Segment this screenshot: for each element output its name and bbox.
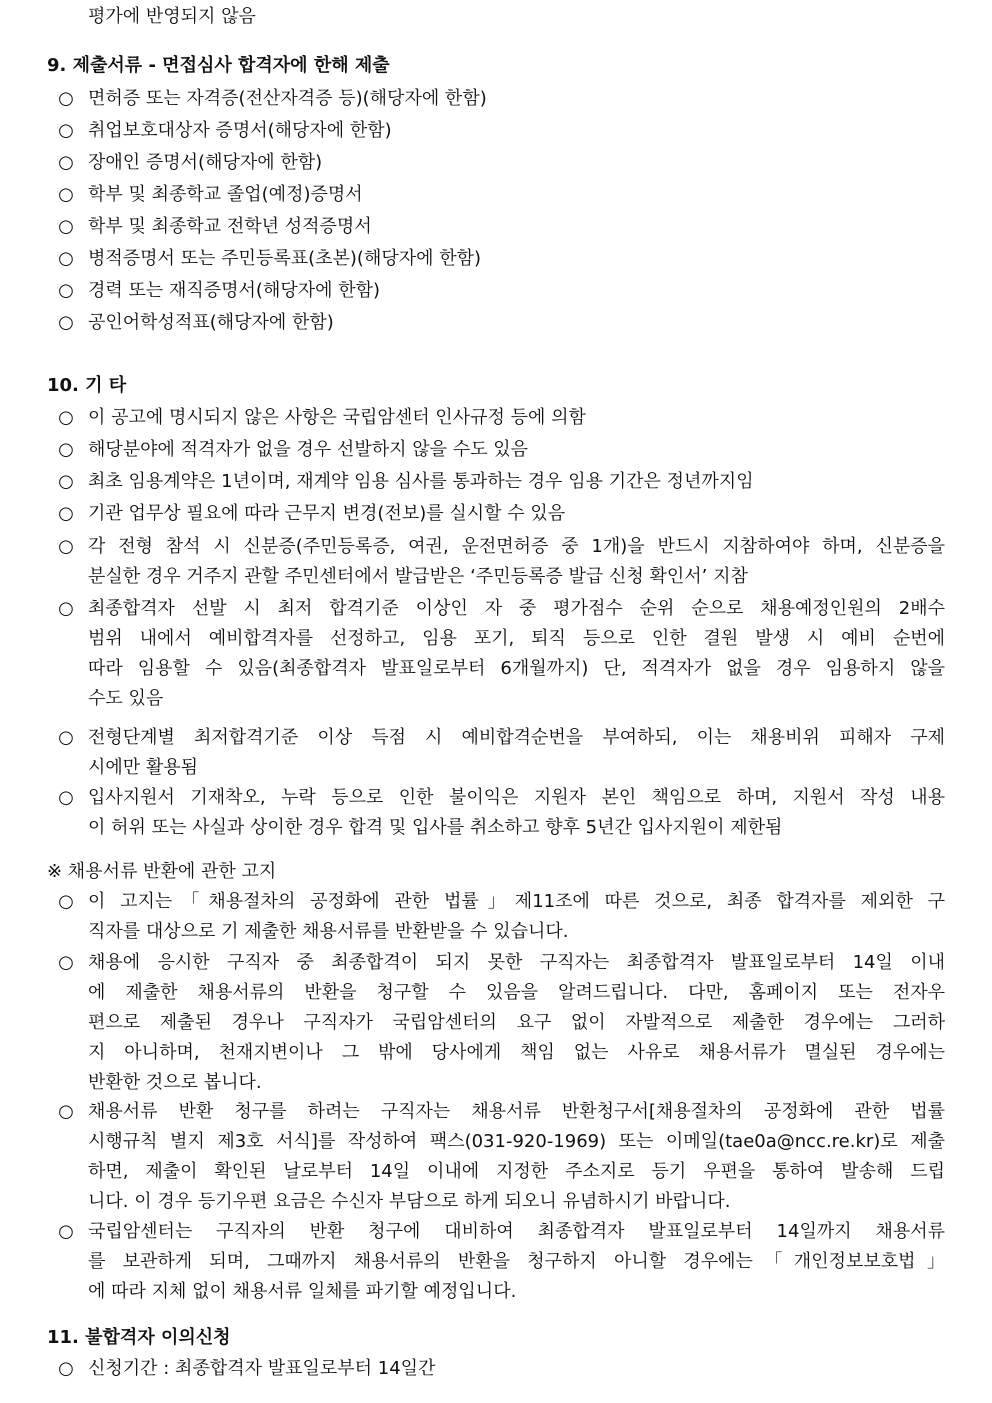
bullet-icon: ○	[58, 88, 74, 109]
list-item-text: 입사지원서 기재착오, 누락 등으로 인한 불이익은 지원자 본인 책임으로 하며, 지원서 작성 내용	[88, 787, 945, 808]
bullet-icon: ○	[58, 536, 74, 557]
list-item-text: 시행규칙 별지 제3호 서식]를 작성하여 팩스(031-920-1969) 또는 이메일(tae0a@ncc.re.kr)로 제출	[88, 1131, 945, 1152]
list-item-text: 각 전형 참석 시 신분증(주민등록증, 여권, 운전면허증 중 1개)을 반드시 지참하여야 하며, 신분증을	[88, 536, 945, 557]
list-item-text: 니다. 이 경우 등기우편 요금은 수신자 부담으로 하게 되오니 유념하시기 바랍니다.	[88, 1191, 731, 1212]
section-11-heading: 11. 불합격자 이의신청	[47, 1327, 231, 1348]
list-item-text: 채용서류 반환 청구를 하려는 구직자는 채용서류 반환청구서[채용절차의 공정화에 관한 법률	[88, 1101, 945, 1122]
list-item-text: 따라 임용할 수 있음(최종합격자 발표일로부터 6개월까지) 단, 적격자가 없을 경우 임용하지 않을	[88, 658, 945, 679]
list-item-text: 시에만 활용됨	[88, 757, 199, 778]
list-item-text: 직자를 대상으로 기 제출한 채용서류를 반환받을 수 있습니다.	[88, 921, 569, 942]
bullet-icon: ○	[58, 280, 74, 301]
list-item-text: 전형단계별 최저합격기준 이상 득점 시 예비합격순번을 부여하되, 이는 채용비위 피해자 구제	[88, 727, 945, 748]
bullet-icon: ○	[58, 787, 74, 808]
list-item-text: 병적증명서 또는 주민등록표(초본)(해당자에 한함)	[88, 248, 482, 269]
bullet-icon: ○	[58, 248, 74, 269]
bullet-icon: ○	[58, 598, 74, 619]
list-item-text: 분실한 경우 거주지 관할 주민센터에서 발급받은 ‘주민등록증 발급 신청 확인서’ 지참	[88, 566, 748, 587]
list-item-text: 학부 및 최종학교 졸업(예정)증명서	[88, 184, 363, 205]
bullet-icon: ○	[58, 216, 74, 237]
bullet-icon: ○	[58, 120, 74, 141]
list-item-text: 장애인 증명서(해당자에 한함)	[88, 152, 323, 173]
list-item-text: 해당분야에 적격자가 없을 경우 선발하지 않을 수도 있음	[88, 439, 528, 460]
bullet-icon: ○	[58, 891, 74, 912]
list-item-text: 에 제출한 채용서류의 반환을 청구할 수 있음을 알려드립니다. 다만, 홈페이지 또는 전자우	[88, 982, 945, 1003]
list-item-text: 하면, 제출이 확인된 날로부터 14일 이내에 지정한 주소지로 등기 우편을 통하여 발송해 드립	[88, 1161, 945, 1182]
list-item-text: 이 허위 또는 사실과 상이한 경우 합격 및 입사를 취소하고 향후 5년간 입사지원이 제한됨	[88, 817, 783, 838]
list-item-text: 에 따라 지체 없이 채용서류 일체를 파기할 예정입니다.	[88, 1281, 517, 1302]
bullet-icon: ○	[58, 1221, 74, 1242]
list-item-text: 편으로 제출된 경우나 구직자가 국립암센터의 요구 없이 자발적으로 제출한 경우에는 그러하	[88, 1012, 945, 1033]
list-item-text: 최초 임용계약은 1년이며, 재계약 임용 심사를 통과하는 경우 임용 기간은 정년까지임	[88, 471, 754, 492]
list-item-text: 를 보관하게 되며, 그때까지 채용서류의 반환을 청구하지 아니할 경우에는「개인정보보호법」	[88, 1251, 945, 1272]
section-9-heading: 9. 제출서류 - 면접심사 합격자에 한해 제출	[47, 55, 390, 76]
bullet-icon: ○	[58, 727, 74, 748]
list-item-text: 국립암센터는 구직자의 반환 청구에 대비하여 최종합격자 발표일로부터 14일까지 채용서류	[88, 1221, 945, 1242]
bullet-icon: ○	[58, 312, 74, 333]
list-item-text: 면허증 또는 자격증(전산자격증 등)(해당자에 한함)	[88, 88, 487, 109]
list-item-text: 수도 있음	[88, 688, 164, 709]
list-item-text: 기관 업무상 필요에 따라 근무지 변경(전보)를 실시할 수 있음	[88, 503, 566, 524]
list-item-text: 반환한 것으로 봅니다.	[88, 1072, 262, 1093]
list-item-text: 이 고지는「채용절차의 공정화에 관한 법률」제11조에 따른 것으로, 최종 합격자를 제외한 구	[88, 891, 945, 912]
bullet-icon: ○	[58, 152, 74, 173]
bullet-icon: ○	[58, 952, 74, 973]
bullet-icon: ○	[58, 1101, 74, 1122]
list-item-text: 학부 및 최종학교 전학년 성적증명서	[88, 216, 372, 237]
intro-line: 평가에 반영되지 않음	[88, 6, 256, 27]
notice-heading: ※ 채용서류 반환에 관한 고지	[47, 861, 277, 882]
bullet-icon: ○	[58, 1358, 74, 1379]
list-item-text: 신청기간 : 최종합격자 발표일로부터 14일간	[88, 1358, 436, 1379]
list-item-text: 이 공고에 명시되지 않은 사항은 국립암센터 인사규정 등에 의함	[88, 407, 586, 428]
list-item-text: 경력 또는 재직증명서(해당자에 한함)	[88, 280, 381, 301]
bullet-icon: ○	[58, 503, 74, 524]
list-item-text: 취업보호대상자 증명서(해당자에 한함)	[88, 120, 392, 141]
bullet-icon: ○	[58, 184, 74, 205]
bullet-icon: ○	[58, 407, 74, 428]
list-item-text: 공인어학성적표(해당자에 한함)	[88, 312, 334, 333]
list-item-text: 범위 내에서 예비합격자를 선정하고, 임용 포기, 퇴직 등으로 인한 결원 발생 시 예비 순번에	[88, 628, 945, 649]
section-10-heading: 10. 기 타	[47, 375, 127, 396]
list-item-text: 채용에 응시한 구직자 중 최종합격이 되지 못한 구직자는 최종합격자 발표일로부터 14일 이내	[88, 952, 945, 973]
bullet-icon: ○	[58, 439, 74, 460]
list-item-text: 지 아니하며, 천재지변이나 그 밖에 당사에게 책임 없는 사유로 채용서류가 멸실된 경우에는	[88, 1042, 945, 1063]
list-item-text: 최종합격자 선발 시 최저 합격기준 이상인 자 중 평가점수 순위 순으로 채용예정인원의 2배수	[88, 598, 945, 619]
bullet-icon: ○	[58, 471, 74, 492]
